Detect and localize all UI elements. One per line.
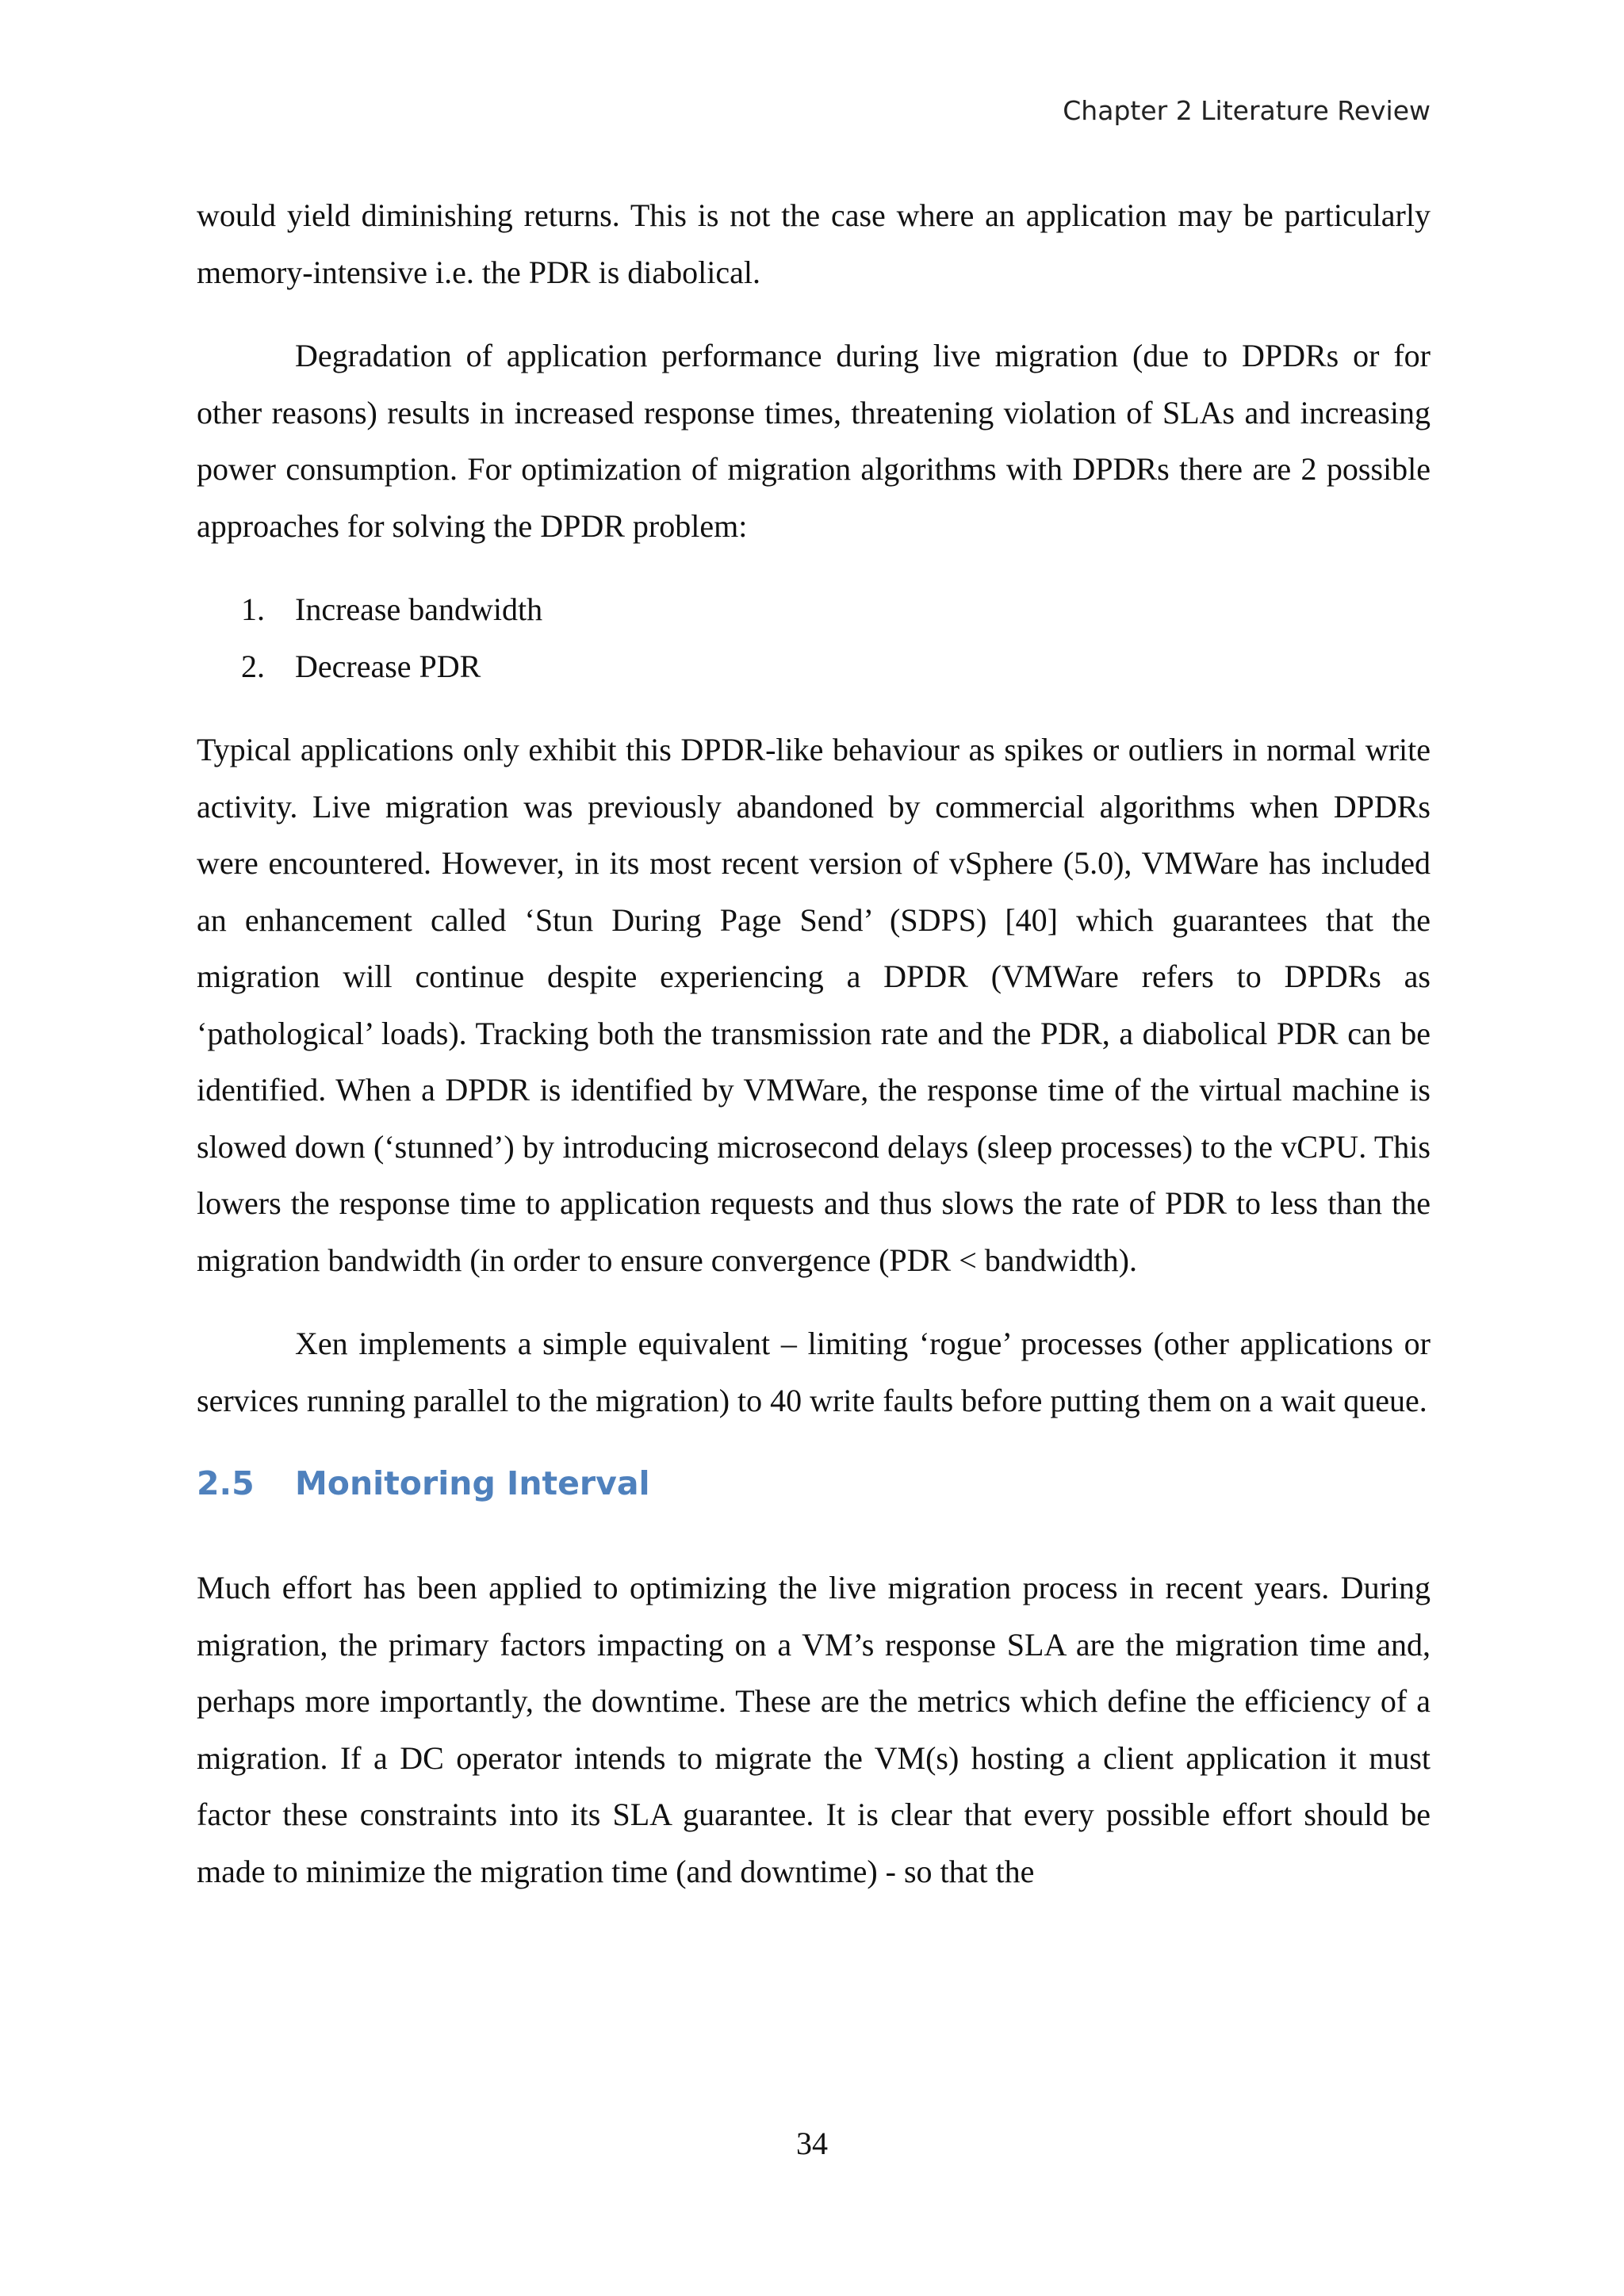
approaches-list (197, 581, 1431, 695)
section-heading (197, 1456, 1431, 1512)
page-number: 34 (796, 2126, 828, 2161)
paragraph-monitoring-interval: Much effort has been applied to optimizing the live migration process in recent years. During migration, the primary factors impacting on a VM’s response SLA are the migration time and, perhaps more importantly, the downtime. These are the metrics which define the efficiency of a migration. If a DC operator intends to migrate the VM(s) hosting a client application it must factor these constraints into its SLA guarantee. It is clear that every possible effort should be made to minimize the migration time (and downtime) - so that the (197, 1570, 1431, 1889)
list-item-text: Increase bandwidth (295, 591, 543, 627)
list-item (197, 581, 1431, 638)
paragraph-continuation: would yield diminishing returns. This is not the case where an application may be particularly memory-intensive i.e. the PDR is diabolical. (197, 197, 1431, 290)
list-item (197, 638, 1431, 695)
running-header: Chapter 2 Literature Review (1063, 95, 1431, 126)
section-title: Monitoring Interval (295, 1464, 650, 1502)
section-number: 2.5 (197, 1464, 255, 1502)
paragraph-xen: Xen implements a simple equivalent – limiting ‘rogue’ processes (other applications or services running parallel to the migration) to 40 write faults before putting them on a wait queue. (197, 1326, 1431, 1418)
paragraph-vmware-sdps: Typical applications only exhibit this DPDR-like behaviour as spikes or outliers in normal write activity. Live migration was previously abandoned by commercial algorithms when DPDRs were encountered. However, in its most recent version of vSphere (5.0), VMWare has included an enhancement called ‘Stun During Page Send’ (SDPS) [40] which guarantees that the migration will continue despite experiencing a DPDR (VMWare refers to DPDRs as ‘pathological’ loads). Tracking both the transmission rate and the PDR, a diabolical PDR can be identified. When a DPDR is identified by VMWare, the response time of the virtual machine is slowed down (‘stunned’) by introducing microsecond delays (sleep processes) to the vCPU. This lowers the response time to application requests and thus slows the rate of PDR to less than the migration bandwidth (in order to ensure convergence (PDR < bandwidth). (197, 732, 1431, 1278)
list-item-number: 1. (241, 591, 265, 627)
list-item-text: Decrease PDR (295, 648, 481, 684)
list-item-number: 2. (241, 648, 265, 684)
page-body (197, 187, 1431, 1927)
paragraph-degradation: Degradation of application performance during live migration (due to DPDRs or for other reasons) results in increased response times, threatening violation of SLAs and increasing power consumption. For optimization of migration algorithms with DPDRs there are 2 possible approaches for solving the DPDR problem: (197, 338, 1431, 544)
